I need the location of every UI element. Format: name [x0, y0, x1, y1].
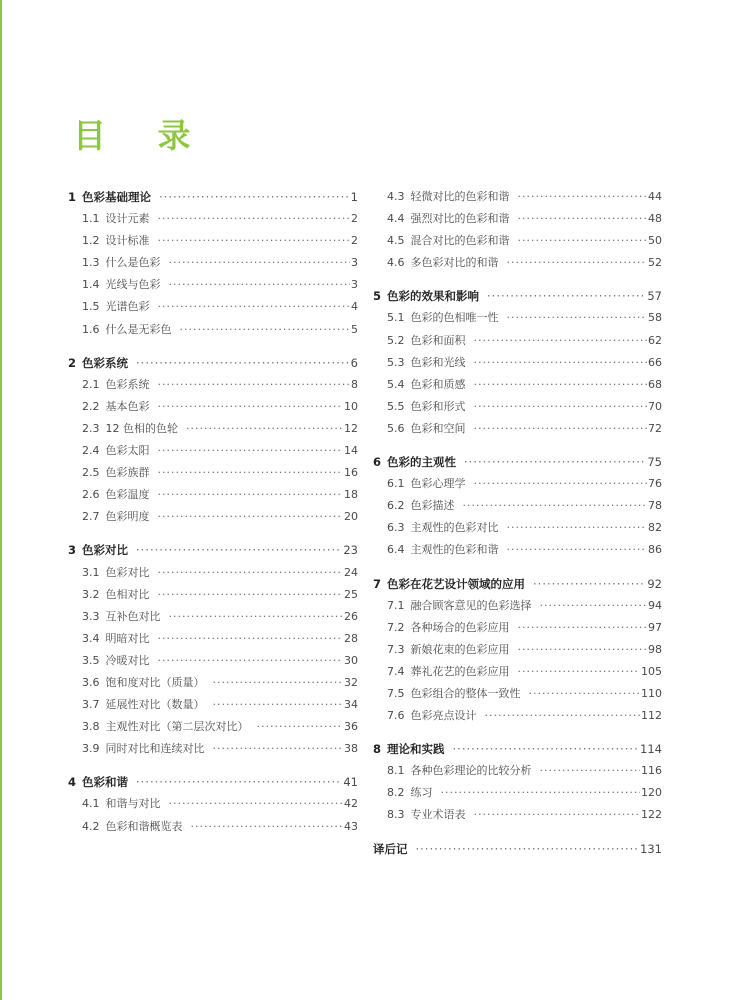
section-title: 色彩和面积: [410, 333, 466, 347]
section-title: 色彩心理学: [410, 477, 466, 491]
toc-chapter-group: [68, 771, 358, 837]
section-number: 1.3: [82, 256, 100, 270]
toc-chapter[interactable]: [68, 771, 358, 793]
section-title: 色彩和形式: [410, 399, 466, 413]
toc-entry[interactable]: [373, 661, 662, 683]
page-number: 92: [647, 576, 662, 591]
dot-leader: [529, 683, 641, 705]
dot-leader: [474, 396, 648, 418]
section-title: 基本色彩: [105, 399, 150, 413]
toc-entry[interactable]: [373, 307, 662, 329]
dot-leader: [507, 539, 648, 561]
dot-leader: [507, 517, 648, 539]
dot-leader: [158, 506, 344, 528]
section-number: 3.1: [82, 565, 100, 579]
section-title: 主观性的色彩和谐: [410, 543, 499, 557]
dot-leader: [464, 451, 646, 473]
section-title: 各种色彩理论的比较分析: [410, 764, 532, 778]
chapter-title: 色彩对比: [82, 543, 129, 558]
dot-leader: [191, 816, 344, 838]
section-number: 3.2: [82, 587, 100, 601]
page-number: 4: [351, 300, 358, 314]
section-number: 3.5: [82, 653, 100, 667]
toc-entry[interactable]: [68, 230, 358, 252]
section-title: 延展性对比（数量）: [105, 698, 205, 712]
toc-entry[interactable]: [373, 473, 662, 495]
section-title: 同时对比和连续对比: [105, 742, 205, 756]
section-title: 12 色相的色轮: [105, 421, 178, 435]
section-title: 葬礼花艺的色彩应用: [410, 664, 510, 678]
chapter-number: 5: [373, 289, 382, 304]
chapter-title: 色彩和谐: [82, 775, 129, 790]
page-number: 2: [351, 234, 358, 248]
dot-leader: [540, 595, 648, 617]
dot-leader: [158, 296, 351, 318]
section-title: 设计标准: [105, 234, 150, 248]
dot-leader: [169, 252, 351, 274]
dot-leader: [158, 440, 344, 462]
page-number: 57: [647, 289, 662, 304]
dot-leader: [533, 573, 646, 595]
page-number: 72: [648, 421, 662, 435]
dot-leader: [474, 473, 648, 495]
page-number: 28: [344, 631, 358, 645]
dot-leader: [158, 208, 351, 230]
section-number: 2.7: [82, 510, 100, 524]
page-number: 76: [648, 477, 662, 491]
section-title: 明暗对比: [105, 631, 150, 645]
section-number: 6.4: [387, 543, 405, 557]
toc-chapter-group: [373, 738, 662, 826]
toc-chapter-group: [373, 573, 662, 728]
toc-entry[interactable]: [68, 562, 358, 584]
toc-entry[interactable]: [68, 208, 358, 230]
section-title: 轻微对比的色彩和谐: [410, 190, 510, 203]
section-number: 2.5: [82, 466, 100, 480]
section-title: 光谱色彩: [105, 300, 150, 314]
page-number: 62: [648, 333, 662, 347]
chapter-title: 色彩系统: [82, 355, 129, 370]
toc-entry[interactable]: [373, 705, 662, 727]
toc-entry[interactable]: [373, 186, 662, 208]
section-title: 色彩太阳: [105, 444, 150, 458]
section-title: 色彩明度: [105, 510, 150, 524]
page-number: 97: [648, 620, 662, 634]
toc-entry[interactable]: [373, 418, 662, 440]
toc-entry[interactable]: [373, 782, 662, 804]
page-number: 30: [344, 653, 358, 667]
dot-leader: [158, 584, 344, 606]
section-number: 5.1: [387, 311, 405, 325]
dot-leader: [474, 352, 648, 374]
section-number: 3.4: [82, 631, 100, 645]
section-number: 5.6: [387, 421, 405, 435]
page-number: 24: [344, 565, 358, 579]
page-number: 66: [648, 355, 662, 369]
toc-entry[interactable]: [68, 319, 358, 341]
section-number: 2.3: [82, 421, 100, 435]
page-number: 43: [344, 819, 358, 833]
toc-entry[interactable]: [373, 595, 662, 617]
section-number: 3.6: [82, 675, 100, 689]
toc-chapter-group: [373, 285, 662, 440]
section-title: 色彩和谐概览表: [105, 819, 183, 833]
section-title: 色彩对比: [105, 565, 150, 579]
section-title: 互补色对比: [105, 609, 161, 623]
dot-leader: [474, 804, 641, 826]
section-number: 6.3: [387, 521, 405, 535]
section-title: 什么是无彩色: [105, 322, 172, 336]
section-title: 色相对比: [105, 587, 150, 601]
section-number: 8.2: [387, 786, 405, 800]
page-number: 70: [648, 399, 662, 413]
dot-leader: [487, 285, 646, 307]
toc-entry[interactable]: [68, 274, 358, 296]
page-number: 41: [343, 775, 358, 790]
section-title: 什么是色彩: [105, 256, 161, 270]
section-title: 色彩和空间: [410, 421, 466, 435]
dot-leader: [136, 771, 342, 793]
section-number: 4.2: [82, 819, 100, 833]
toc-chapter-group: [68, 539, 358, 760]
page-number: 10: [344, 399, 358, 413]
toc-entry[interactable]: [68, 606, 358, 628]
dot-leader: [136, 539, 342, 561]
section-title: 混合对比的色彩和谐: [410, 234, 510, 248]
page-number: 26: [344, 609, 358, 623]
section-number: 3.3: [82, 609, 100, 623]
section-number: 7.3: [387, 642, 405, 656]
toc-chapter[interactable]: [373, 573, 662, 595]
toc-entry[interactable]: [68, 484, 358, 506]
dot-leader: [518, 186, 648, 208]
toc-chapter-group: [373, 451, 662, 561]
toc-entry[interactable]: [373, 396, 662, 418]
section-title: 色彩描述: [410, 499, 455, 513]
section-number: 7.4: [387, 664, 405, 678]
toc-entry[interactable]: [68, 462, 358, 484]
dot-leader: [158, 374, 351, 396]
section-number: 6.1: [387, 477, 405, 491]
page-number: 42: [344, 797, 358, 811]
chapter-title: 色彩的主观性: [387, 455, 457, 470]
toc-entry[interactable]: [373, 252, 662, 274]
page-number: 3: [351, 256, 358, 270]
page-number: 52: [648, 256, 662, 270]
section-title: 色彩组合的整体一致性: [410, 686, 521, 700]
dot-leader: [158, 484, 344, 506]
toc-entry[interactable]: [68, 418, 358, 440]
section-title: 主观性的色彩对比: [410, 521, 499, 535]
page-number: 20: [344, 510, 358, 524]
section-title: 多色彩对比的和谐: [410, 256, 499, 270]
section-title: 练习: [410, 786, 433, 800]
dot-leader: [518, 208, 648, 230]
page-number: 116: [641, 764, 662, 778]
toc-column-left: [68, 186, 358, 849]
section-number: 1.4: [82, 278, 100, 292]
section-number: 4.6: [387, 256, 405, 270]
section-number: 1.2: [82, 234, 100, 248]
page-number: 5: [351, 322, 358, 336]
chapter-title: 译后记: [373, 841, 408, 856]
dot-leader: [463, 495, 648, 517]
toc-entry[interactable]: [373, 804, 662, 826]
page-number: 131: [640, 841, 662, 856]
toc-entry[interactable]: [68, 584, 358, 606]
toc-chapter-group: [68, 186, 358, 341]
dot-leader: [169, 606, 344, 628]
dot-leader: [158, 230, 351, 252]
chapter-number: 7: [373, 576, 382, 591]
section-number: 7.5: [387, 686, 405, 700]
section-number: 4.5: [387, 234, 405, 248]
page-number: 32: [344, 675, 358, 689]
section-title: 新娘花束的色彩应用: [410, 642, 510, 656]
dot-leader: [518, 230, 648, 252]
dot-leader: [169, 274, 351, 296]
section-title: 色彩族群: [105, 466, 150, 480]
page-title: 目 录: [73, 116, 211, 155]
section-title: 设计元素: [105, 212, 150, 226]
chapter-title: 色彩在花艺设计领域的应用: [387, 576, 526, 591]
page-number: 112: [641, 709, 662, 723]
chapter-title: 色彩基础理论: [82, 190, 152, 204]
toc-entry[interactable]: [373, 352, 662, 374]
page-number: 105: [641, 664, 662, 678]
toc-entry[interactable]: [68, 440, 358, 462]
toc-chapter[interactable]: [68, 186, 358, 208]
dot-leader: [158, 396, 344, 418]
toc-entry[interactable]: [68, 374, 358, 396]
dot-leader: [474, 374, 648, 396]
page-number: 1: [350, 190, 358, 204]
section-number: 7.6: [387, 709, 405, 723]
section-number: 8.3: [387, 808, 405, 822]
page-number: 2: [351, 212, 358, 226]
dot-leader: [518, 661, 641, 683]
dot-leader: [474, 418, 648, 440]
chapter-title: 色彩的效果和影响: [387, 289, 480, 304]
dot-leader: [136, 352, 350, 374]
chapter-number: 4: [68, 775, 77, 790]
page-number: 58: [648, 311, 662, 325]
page-number: 68: [648, 377, 662, 391]
section-number: 7.2: [387, 620, 405, 634]
dot-leader: [186, 418, 343, 440]
page-number: 36: [344, 720, 358, 734]
toc-chapter[interactable]: [373, 285, 662, 307]
toc-chapter[interactable]: [373, 738, 662, 760]
toc-entry[interactable]: [373, 683, 662, 705]
section-title: 强烈对比的色彩和谐: [410, 212, 510, 226]
toc-entry[interactable]: [68, 296, 358, 318]
page-number: 114: [640, 742, 662, 757]
section-title: 各种场合的色彩应用: [410, 620, 510, 634]
section-number: 5.4: [387, 377, 405, 391]
page-number: 16: [344, 466, 358, 480]
section-title: 融合顾客意见的色彩选择: [410, 598, 532, 612]
dot-leader: [159, 186, 350, 208]
page-number: 75: [647, 455, 662, 470]
toc-chapter[interactable]: [373, 838, 662, 860]
section-title: 主观性对比（第二层次对比）: [105, 720, 249, 734]
page-number: 14: [344, 444, 358, 458]
toc-entry[interactable]: [373, 330, 662, 352]
section-title: 和谐与对比: [105, 797, 161, 811]
toc-entry[interactable]: [68, 793, 358, 815]
dot-leader: [213, 694, 344, 716]
toc-chapter[interactable]: [373, 451, 662, 473]
section-number: 5.2: [387, 333, 405, 347]
section-number: 1.5: [82, 300, 100, 314]
section-title: 光线与色彩: [105, 278, 161, 292]
chapter-number: 3: [68, 543, 77, 558]
dot-leader: [158, 462, 344, 484]
section-title: 色彩亮点设计: [410, 709, 477, 723]
page-number: 34: [344, 698, 358, 712]
toc-entry[interactable]: [68, 738, 358, 760]
page-number: 120: [641, 786, 662, 800]
chapter-title: 理论和实践: [387, 742, 445, 757]
toc-entry[interactable]: [68, 694, 358, 716]
dot-leader: [213, 672, 344, 694]
section-number: 3.9: [82, 742, 100, 756]
toc-chapter-group: [68, 352, 358, 529]
dot-leader: [180, 319, 351, 341]
chapter-number: 6: [373, 455, 382, 470]
dot-leader: [507, 252, 648, 274]
toc-chapter-group: [373, 838, 662, 860]
toc-entry[interactable]: [68, 716, 358, 738]
section-title: 冷暖对比: [105, 653, 150, 667]
section-number: 4.4: [387, 212, 405, 226]
toc-entry[interactable]: [373, 495, 662, 517]
section-number: 5.5: [387, 399, 405, 413]
toc-entry[interactable]: [373, 208, 662, 230]
toc-entry[interactable]: [68, 628, 358, 650]
toc-entry[interactable]: [373, 374, 662, 396]
dot-leader: [540, 760, 641, 782]
section-number: 2.2: [82, 399, 100, 413]
page-number: 86: [648, 543, 662, 557]
section-number: 3.7: [82, 698, 100, 712]
section-number: 2.4: [82, 444, 100, 458]
dot-leader: [416, 838, 640, 860]
toc-entry[interactable]: [373, 639, 662, 661]
toc-entry[interactable]: [68, 506, 358, 528]
section-title: 色彩和光线: [410, 355, 466, 369]
toc-entry[interactable]: [68, 252, 358, 274]
page-number: 38: [344, 742, 358, 756]
page-number: 12: [344, 421, 358, 435]
dot-leader: [158, 562, 344, 584]
toc-entry[interactable]: [373, 517, 662, 539]
page-number: 18: [344, 488, 358, 502]
toc-chapter-group: [373, 186, 662, 274]
section-number: 4.1: [82, 797, 100, 811]
page-number: 82: [648, 521, 662, 535]
section-number: 1.6: [82, 322, 100, 336]
chapter-number: 2: [68, 355, 77, 370]
toc-entry[interactable]: [373, 539, 662, 561]
toc-entry[interactable]: [68, 650, 358, 672]
toc-entry[interactable]: [68, 816, 358, 838]
dot-leader: [518, 639, 648, 661]
section-number: 7.1: [387, 598, 405, 612]
page-number: 78: [648, 499, 662, 513]
page-number: 50: [648, 234, 662, 248]
dot-leader: [453, 738, 640, 760]
section-number: 4.3: [387, 190, 405, 203]
page-number: 110: [641, 686, 662, 700]
section-number: 6.2: [387, 499, 405, 513]
toc-entry[interactable]: [68, 672, 358, 694]
page-number: 8: [351, 377, 358, 391]
dot-leader: [485, 705, 641, 727]
section-number: 2.6: [82, 488, 100, 502]
toc-entry[interactable]: [373, 760, 662, 782]
page-number: 44: [648, 190, 662, 203]
dot-leader: [158, 628, 344, 650]
dot-leader: [169, 793, 344, 815]
page-number: 3: [351, 278, 358, 292]
page-number: 48: [648, 212, 662, 226]
page-number: 6: [350, 355, 358, 370]
toc-chapter[interactable]: [68, 539, 358, 561]
toc-entry[interactable]: [68, 396, 358, 418]
page-edge-stripe: [0, 0, 2, 1000]
page-number: 25: [344, 587, 358, 601]
section-number: 5.3: [387, 355, 405, 369]
page-number: 23: [343, 543, 358, 558]
chapter-number: 1: [68, 190, 77, 204]
section-title: 色彩温度: [105, 488, 150, 502]
toc-chapter[interactable]: [68, 352, 358, 374]
section-title: 色彩系统: [105, 377, 150, 391]
toc-entry[interactable]: [373, 230, 662, 252]
dot-leader: [158, 650, 344, 672]
dot-leader: [213, 738, 344, 760]
page-number: 94: [648, 598, 662, 612]
dot-leader: [257, 716, 344, 738]
section-number: 1.1: [82, 212, 100, 226]
section-title: 专业术语表: [410, 808, 466, 822]
section-number: 2.1: [82, 377, 100, 391]
dot-leader: [507, 307, 648, 329]
dot-leader: [474, 330, 648, 352]
section-title: 饱和度对比（质量）: [105, 675, 205, 689]
toc-column-right: [373, 186, 662, 871]
page-number: 98: [648, 642, 662, 656]
section-number: 3.8: [82, 720, 100, 734]
page-number: 122: [641, 808, 662, 822]
section-number: 8.1: [387, 764, 405, 778]
dot-leader: [518, 617, 648, 639]
section-title: 色彩的色相唯一性: [410, 311, 499, 325]
toc-entry[interactable]: [373, 617, 662, 639]
chapter-number: 8: [373, 742, 382, 757]
section-title: 色彩和质感: [410, 377, 466, 391]
dot-leader: [441, 782, 641, 804]
